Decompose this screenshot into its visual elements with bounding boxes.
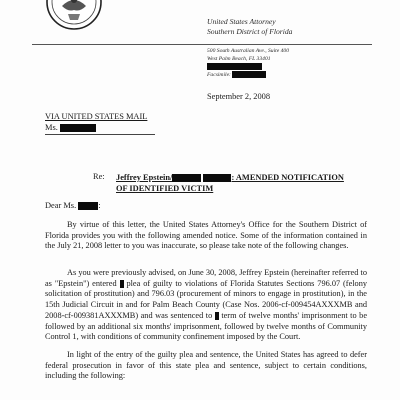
- re-subject-line2: OF IDENTIFIED VICTIM: [116, 184, 214, 193]
- redaction-bar: [120, 280, 124, 288]
- salutation-redaction: [78, 202, 98, 210]
- recipient-prefix: Ms.: [45, 123, 58, 132]
- re-subject: [116, 172, 376, 194]
- redaction-bar: [172, 174, 201, 182]
- paragraph-plea-and-sentence: [45, 268, 367, 343]
- paragraph2-part2: plea of guilty to violations of Florida Statutes Sections 796.07 (felony solicitation of prostitution) and 796.03 (procurement of minors to engage in prostitution), in the 15th Judicial Circuit in and for Palm Beach County (Case Nos. 2006-cf-009454AXXXMB and 2008-cf-009381AXXXMB) and was sentenced to: [45, 278, 368, 320]
- paragraph-amended-notice: By virtue of this letter, the United States Attorney's Office for the Southern District of Florida provides you with the following amended notice. Some of the information contained in the July 21, 2008 letter to you was inaccurate, so please take note of the following changes.: [45, 220, 367, 251]
- re-label: Re:: [93, 172, 105, 181]
- salutation: Dear Ms. :: [45, 201, 101, 210]
- re-subject-name: Jeffrey Epstein/: [116, 173, 173, 182]
- recipient-redaction: [60, 124, 96, 132]
- redaction-bar: [207, 63, 262, 70]
- letterhead: [207, 17, 292, 37]
- redaction-bar: [203, 174, 231, 182]
- letterhead-divider: [32, 44, 372, 45]
- salutation-prefix: Dear Ms.: [45, 201, 77, 210]
- paragraph2-part3: term of twelve months' imprisonment to be followed by an additional six months' imprisonment, followed by twelve months of Community Control 1, with conditions of community confinement imposed by the Court.: [45, 310, 367, 342]
- department-seal-logo: [46, 0, 102, 32]
- letterhead-district: Southern District of Florida: [207, 27, 293, 36]
- redaction-bar: [232, 71, 266, 78]
- paragraph-deferred-prosecution: In light of the entry of the guilty plea and sentence, the United States has agreed to defer federal prosecution in favor of this state plea and sentence, subject to certain conditions, including the following:: [45, 350, 367, 381]
- mail-method: VIA UNITED STATES MAIL: [45, 112, 148, 121]
- address-city: West Palm Beach, FL 33401: [207, 55, 271, 62]
- recipient-underline: [45, 134, 155, 135]
- recipient-line: [45, 123, 96, 132]
- office-address: [207, 48, 289, 80]
- re-subject-tail: : AMENDED NOTIFICATION: [231, 173, 344, 182]
- address-phone-redacted: [207, 63, 289, 71]
- redaction-bar: [215, 312, 219, 320]
- address-facsimile: [207, 71, 289, 79]
- facsimile-label: Facsimile:: [207, 72, 231, 79]
- letter-date: September 2, 2008: [207, 92, 271, 101]
- letterhead-office: United States Attorney: [207, 17, 276, 26]
- paragraph2-part1: As you were previously advised, on June 30, 2008, Jeffrey Epstein (hereinafter referred to as "Epstein") entered: [45, 268, 367, 288]
- address-street: 500 South Australian Ave., Suite 400: [207, 48, 289, 54]
